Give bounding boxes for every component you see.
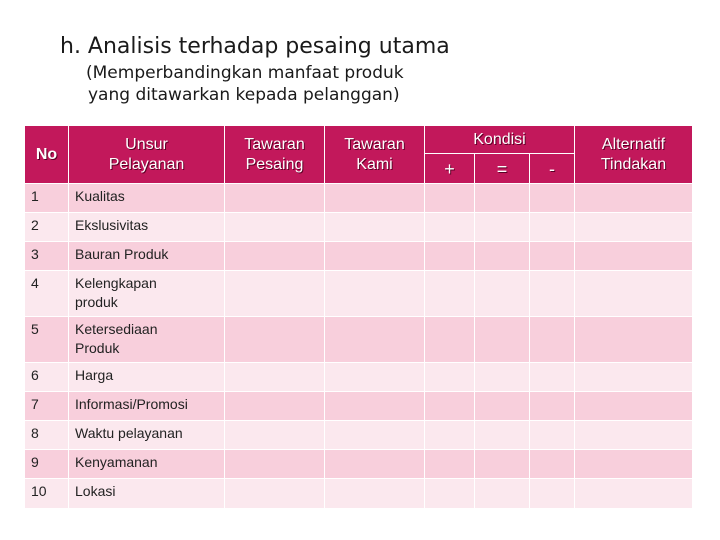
cell-no: 4 <box>25 271 69 317</box>
cell-plus[interactable] <box>425 184 475 213</box>
cell-unsur <box>69 271 225 317</box>
table-row <box>25 271 693 317</box>
cell-alternatif[interactable] <box>575 184 693 213</box>
header-pesaing-line1: Tawaran <box>244 135 305 153</box>
cell-pesaing[interactable] <box>225 271 325 317</box>
table-row <box>25 213 693 242</box>
header-alt-line2: Tindakan <box>600 155 667 173</box>
cell-pesaing[interactable] <box>225 242 325 271</box>
cell-equal[interactable] <box>475 184 530 213</box>
cell-pesaing[interactable] <box>225 184 325 213</box>
cell-kami[interactable] <box>325 421 425 450</box>
cell-pesaing[interactable] <box>225 421 325 450</box>
cell-kami[interactable] <box>325 271 425 317</box>
cell-kami[interactable] <box>325 184 425 213</box>
cell-equal[interactable] <box>475 363 530 392</box>
cell-unsur-line1: Kenyamanan <box>75 454 158 470</box>
header-equal: = <box>475 154 530 184</box>
header-unsur-line1: Unsur <box>125 135 168 153</box>
cell-alternatif[interactable] <box>575 450 693 479</box>
cell-pesaing[interactable] <box>225 479 325 509</box>
header-no-label: No <box>35 145 58 163</box>
header-plus: + <box>425 154 475 184</box>
cell-equal[interactable] <box>475 271 530 317</box>
cell-alternatif[interactable] <box>575 271 693 317</box>
cell-no: 3 <box>25 242 69 271</box>
cell-plus[interactable] <box>425 317 475 363</box>
cell-unsur-line1: Kelengkapan <box>75 275 157 291</box>
cell-kami[interactable] <box>325 479 425 509</box>
cell-minus[interactable] <box>530 317 575 363</box>
subtitle-line-2: yang ditawarkan kepada pelanggan) <box>88 85 400 105</box>
cell-alternatif[interactable] <box>575 213 693 242</box>
cell-minus[interactable] <box>530 421 575 450</box>
cell-alternatif[interactable] <box>575 479 693 509</box>
cell-plus[interactable] <box>425 271 475 317</box>
table-body <box>25 184 693 509</box>
table-row <box>25 184 693 213</box>
comparison-table <box>24 125 693 509</box>
cell-no: 8 <box>25 421 69 450</box>
cell-pesaing[interactable] <box>225 363 325 392</box>
cell-equal[interactable] <box>475 317 530 363</box>
cell-plus[interactable] <box>425 213 475 242</box>
cell-unsur-line1: Informasi/Promosi <box>75 396 188 412</box>
cell-alternatif[interactable] <box>575 421 693 450</box>
cell-kami[interactable] <box>325 317 425 363</box>
cell-pesaing[interactable] <box>225 317 325 363</box>
cell-unsur <box>69 242 225 271</box>
cell-kami[interactable] <box>325 363 425 392</box>
table-row <box>25 242 693 271</box>
header-pesaing-line2: Pesaing <box>245 155 304 173</box>
cell-plus[interactable] <box>425 242 475 271</box>
cell-equal[interactable] <box>475 450 530 479</box>
cell-unsur <box>69 421 225 450</box>
cell-pesaing[interactable] <box>225 392 325 421</box>
cell-unsur <box>69 450 225 479</box>
header-kondisi <box>425 126 575 154</box>
cell-alternatif[interactable] <box>575 242 693 271</box>
cell-minus[interactable] <box>530 479 575 509</box>
cell-equal[interactable] <box>475 213 530 242</box>
cell-unsur-line1: Kualitas <box>75 188 125 204</box>
header-no <box>25 126 69 184</box>
cell-kami[interactable] <box>325 242 425 271</box>
cell-pesaing[interactable] <box>225 450 325 479</box>
cell-minus[interactable] <box>530 450 575 479</box>
cell-no: 7 <box>25 392 69 421</box>
cell-equal[interactable] <box>475 479 530 509</box>
cell-alternatif[interactable] <box>575 363 693 392</box>
cell-unsur <box>69 213 225 242</box>
header-tawaran-pesaing <box>225 126 325 184</box>
cell-unsur <box>69 317 225 363</box>
cell-unsur-line1: Ketersediaan <box>75 321 158 337</box>
cell-minus[interactable] <box>530 242 575 271</box>
cell-no: 5 <box>25 317 69 363</box>
cell-plus[interactable] <box>425 479 475 509</box>
cell-unsur <box>69 392 225 421</box>
cell-unsur <box>69 184 225 213</box>
table-row <box>25 363 693 392</box>
slide-subtitle <box>86 62 404 106</box>
header-tawaran-kami <box>325 126 425 184</box>
slide-title <box>60 30 450 64</box>
cell-equal[interactable] <box>475 392 530 421</box>
header-kami-line1: Tawaran <box>344 135 405 153</box>
subtitle-line-1: (Memperbandingkan manfaat produk <box>86 63 404 83</box>
cell-unsur <box>69 363 225 392</box>
cell-kami[interactable] <box>325 213 425 242</box>
cell-equal[interactable] <box>475 421 530 450</box>
table-row <box>25 392 693 421</box>
cell-plus[interactable] <box>425 450 475 479</box>
cell-minus[interactable] <box>530 213 575 242</box>
header-alternatif-tindakan <box>575 126 693 184</box>
cell-alternatif[interactable] <box>575 317 693 363</box>
title-text: h. Analisis terhadap pesaing utama <box>60 34 450 59</box>
cell-pesaing[interactable] <box>225 213 325 242</box>
header-kami-line2: Kami <box>356 155 393 173</box>
cell-alternatif[interactable] <box>575 392 693 421</box>
cell-no: 9 <box>25 450 69 479</box>
cell-minus[interactable] <box>530 271 575 317</box>
header-unsur-pelayanan <box>69 126 225 184</box>
cell-kami[interactable] <box>325 392 425 421</box>
cell-no: 6 <box>25 363 69 392</box>
cell-unsur-line1: Harga <box>75 367 114 383</box>
cell-no: 10 <box>25 479 69 509</box>
header-unsur-line2: Pelayanan <box>108 155 185 173</box>
cell-minus[interactable] <box>530 184 575 213</box>
cell-unsur-line2: produk <box>75 294 118 310</box>
table-row <box>25 479 693 509</box>
cell-unsur-line1: Lokasi <box>75 483 116 499</box>
cell-equal[interactable] <box>475 242 530 271</box>
cell-kami[interactable] <box>325 450 425 479</box>
cell-minus[interactable] <box>530 363 575 392</box>
table-row <box>25 450 693 479</box>
header-alt-line1: Alternatif <box>601 135 666 153</box>
cell-minus[interactable] <box>530 392 575 421</box>
cell-unsur-line1: Waktu pelayanan <box>75 425 183 441</box>
cell-unsur-line1: Ekslusivitas <box>75 217 149 233</box>
cell-no: 1 <box>25 184 69 213</box>
cell-unsur-line1: Bauran Produk <box>75 246 169 262</box>
cell-plus[interactable] <box>425 392 475 421</box>
cell-no: 2 <box>25 213 69 242</box>
table-row <box>25 317 693 363</box>
cell-unsur <box>69 479 225 509</box>
cell-plus[interactable] <box>425 363 475 392</box>
header-kondisi-label: Kondisi <box>473 130 526 148</box>
cell-plus[interactable] <box>425 421 475 450</box>
header-minus: - <box>530 154 575 184</box>
table-row <box>25 421 693 450</box>
cell-unsur-line2: Produk <box>75 340 120 356</box>
